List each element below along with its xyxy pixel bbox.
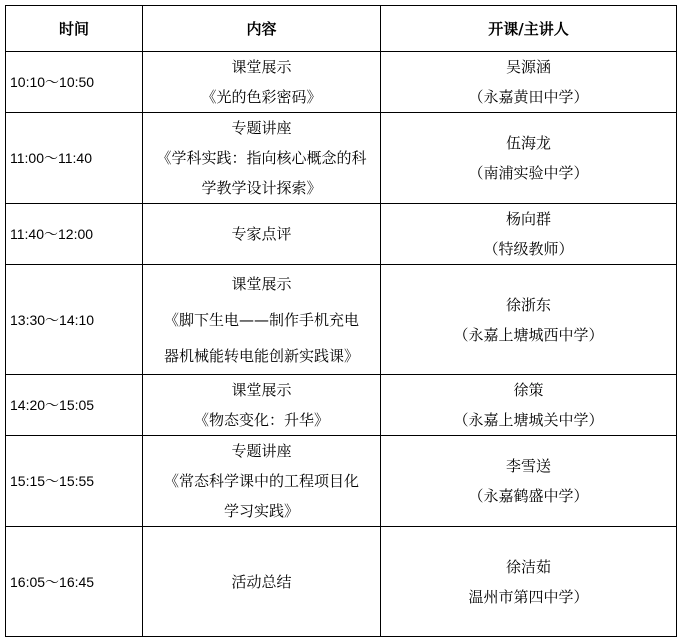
content-cell [143,204,381,265]
speaker-cell [381,436,677,527]
content-cell [143,52,381,113]
time-cell: 13:30～14:10 [6,265,143,375]
content-line: 学习实践》 [223,502,299,520]
speaker-cell [381,204,677,265]
content-cell [143,265,381,375]
header-time: 时间 [6,6,143,52]
time-cell: 10:10～10:50 [6,52,143,113]
content-line: 《学科实践：指向核心概念的科 [156,149,367,167]
speaker-name: 李雪送 [505,457,551,475]
speaker-cell [381,527,677,637]
speaker-school: （永嘉上塘城关中学） [453,411,604,429]
content-cell [143,375,381,436]
table-row [6,204,677,265]
speaker-name: 伍海龙 [505,134,551,152]
content-line: 课堂展示 [231,58,292,76]
time-cell: 15:15～15:55 [6,436,143,527]
content-line: 课堂展示 [231,274,292,293]
speaker-name: 吴源涵 [505,58,551,76]
content-cell [143,527,381,637]
speaker-school: （永嘉黄田中学） [468,88,589,106]
table-row [6,265,677,375]
time-cell: 16:05～16:45 [6,527,143,637]
table-row [6,52,677,113]
time-cell: 11:40～12:00 [6,204,143,265]
speaker-school: 温州市第四中学） [468,587,589,606]
content-cell [143,436,381,527]
content-line: 《光的色彩密码》 [201,88,322,106]
content-line: 《常态科学课中的工程项目化 [163,472,359,490]
speaker-cell [381,375,677,436]
speaker-name: 徐策 [513,381,544,399]
speaker-school: （永嘉鹤盛中学） [468,487,589,505]
time-cell: 11:00～11:40 [6,113,143,204]
header-content: 内容 [143,6,381,52]
speaker-cell [381,265,677,375]
content-line: 器机械能转电能创新实践课》 [163,346,359,365]
speaker-school: （特级教师） [483,240,574,258]
content-line: 《物态变化：升华》 [193,411,329,429]
content-line: 专题讲座 [231,442,292,460]
content-line: 学教学设计探索》 [201,179,322,197]
schedule-table [5,5,677,637]
header-speaker: 开课/主讲人 [381,6,677,52]
content-line: 专题讲座 [231,119,292,137]
speaker-school: （南浦实验中学） [468,164,589,182]
speaker-school: （永嘉上塘城西中学） [453,325,604,344]
table-row [6,436,677,527]
table-row [6,527,677,637]
table-row [6,113,677,204]
content-line: 课堂展示 [231,381,292,399]
speaker-name: 徐洁茹 [505,557,551,576]
time-cell: 14:20～15:05 [6,375,143,436]
speaker-name: 徐浙东 [505,295,551,314]
speaker-name: 杨向群 [505,210,551,228]
content-line: 专家点评 [231,225,292,243]
header-row [6,6,677,52]
table-row [6,375,677,436]
content-line: 活动总结 [231,572,292,591]
speaker-cell [381,52,677,113]
content-cell [143,113,381,204]
content-line: 《脚下生电——制作手机充电 [163,310,359,329]
speaker-cell [381,113,677,204]
